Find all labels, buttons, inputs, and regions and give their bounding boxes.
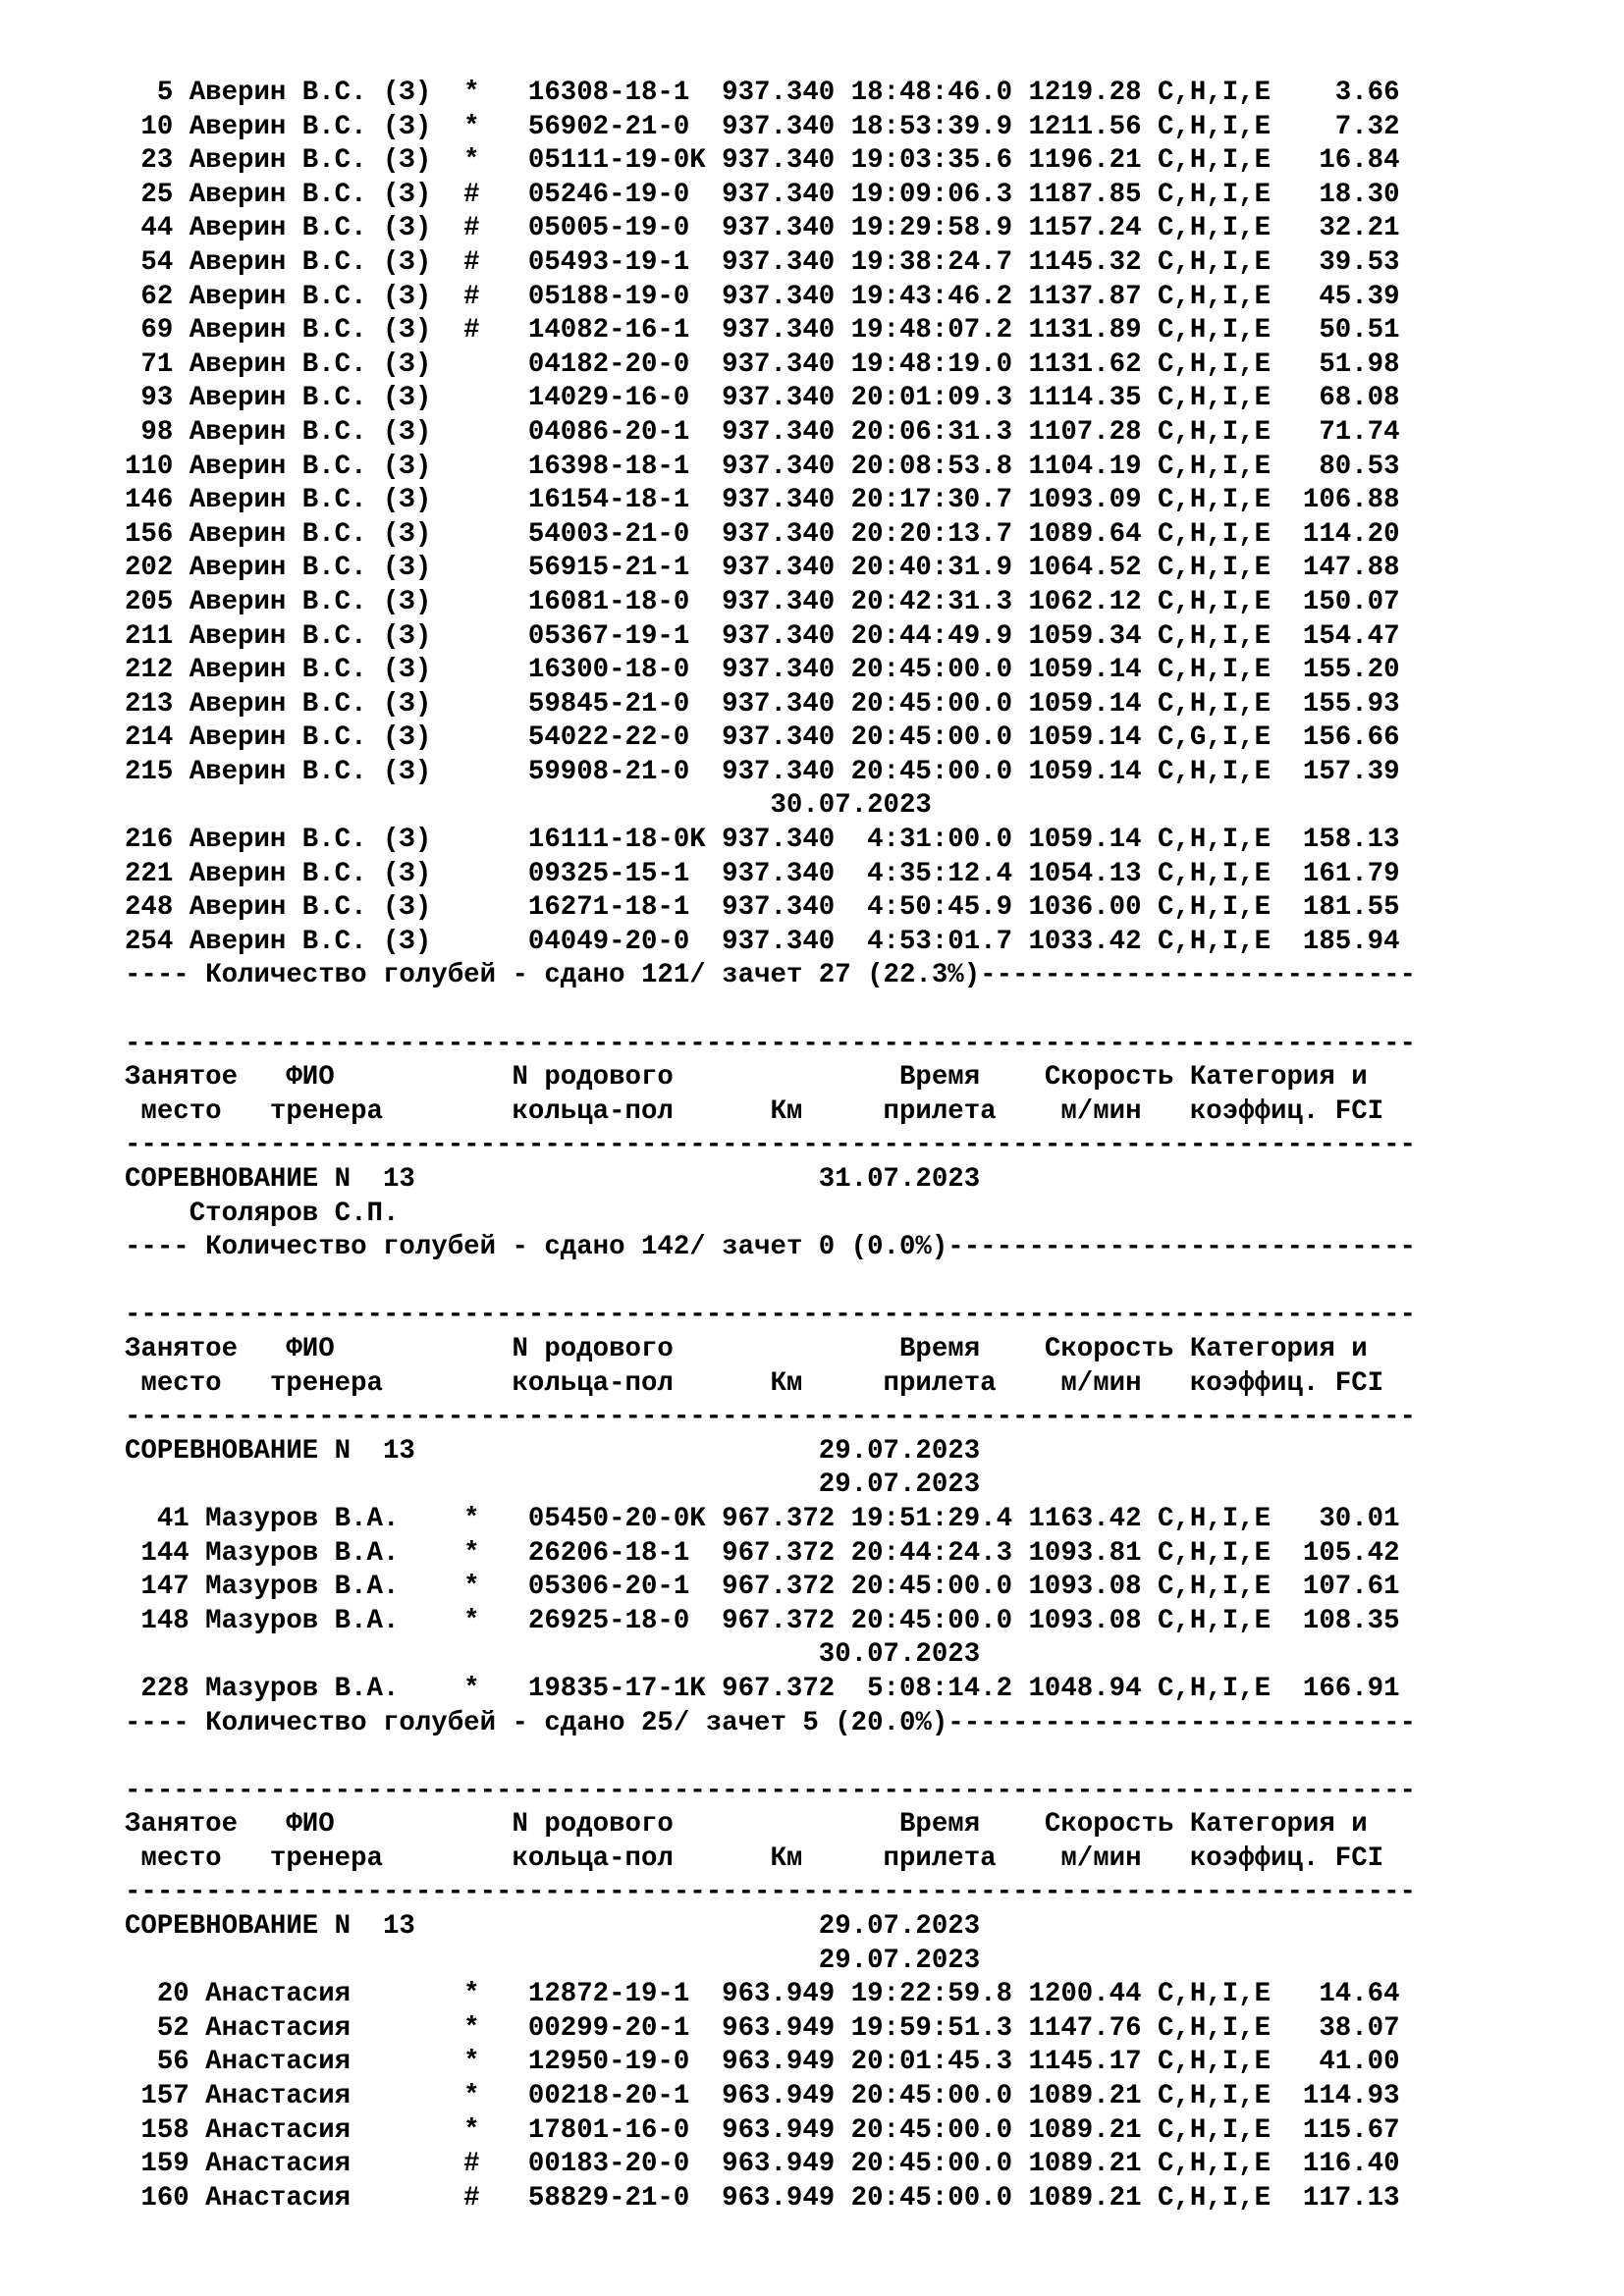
- column-header-line: Занятое ФИО N родового Время Скорость Категория и: [125, 1333, 1368, 1364]
- column-header-line: Занятое ФИО N родового Время Скорость Категория и: [125, 1809, 1368, 1841]
- date-line: 29.07.2023: [125, 1469, 981, 1501]
- result-row: 56 Анастасия * 12950-19-0 963.949 20:01:45.3 1145.17 C,H,I,E 41.00: [125, 2047, 1400, 2078]
- pigeon-count-summary: ---- Количество голубей - сдано 142/ зачет 0 (0.0%)-----------------------------: [125, 1232, 1416, 1263]
- section-spacer: [125, 993, 1597, 1028]
- pigeon-count-summary: ---- Количество голубей - сдано 25/ зачет 5 (20.0%)-----------------------------: [125, 1707, 1416, 1738]
- table-divider: --------------------------------------------------------------------------------: [125, 1130, 1416, 1161]
- table-divider: --------------------------------------------------------------------------------: [125, 1775, 1416, 1806]
- result-row: 159 Анастасия # 00183-20-0 963.949 20:45:00.0 1089.21 C,H,I,E 116.40: [125, 2149, 1400, 2180]
- result-row: 228 Мазуров В.А. * 19835-17-1K 967.372 5:08:14.2 1048.94 C,H,I,E 166.91: [125, 1673, 1400, 1704]
- result-row: 20 Анастасия * 12872-19-1 963.949 19:22:59.8 1200.44 C,H,I,E 14.64: [125, 1979, 1400, 2010]
- result-row: 25 Аверин В.С. (З) # 05246-19-0 937.340 19:09:06.3 1187.85 C,H,I,E 18.30: [125, 179, 1400, 210]
- result-row: 147 Мазуров В.А. * 05306-20-1 967.372 20:45:00.0 1093.08 C,H,I,E 107.61: [125, 1572, 1400, 1603]
- result-row: 10 Аверин В.С. (З) * 56902-21-0 937.340 18:53:39.9 1211.56 C,H,I,E 7.32: [125, 111, 1400, 142]
- result-row: 215 Аверин В.С. (З) 59908-21-0 937.340 20:45:00.0 1059.14 C,H,I,E 157.39: [125, 756, 1400, 787]
- column-header-line: место тренера кольца-пол Км прилета м/мин коэффиц. FCI: [125, 1367, 1384, 1399]
- result-row: 110 Аверин В.С. (З) 16398-18-1 937.340 20:08:53.8 1104.19 C,H,I,E 80.53: [125, 451, 1400, 482]
- result-row: 146 Аверин В.С. (З) 16154-18-1 937.340 20:17:30.7 1093.09 C,H,I,E 106.88: [125, 485, 1400, 516]
- result-row: 148 Мазуров В.А. * 26925-18-0 967.372 20:45:00.0 1093.08 C,H,I,E 108.35: [125, 1605, 1400, 1636]
- table-divider: --------------------------------------------------------------------------------: [125, 1300, 1416, 1331]
- result-row: 205 Аверин В.С. (З) 16081-18-0 937.340 20:42:31.3 1062.12 C,H,I,E 150.07: [125, 586, 1400, 617]
- pigeon-count-summary: ---- Количество голубей - сдано 121/ зачет 27 (22.3%)---------------------------: [125, 960, 1416, 991]
- table-divider: --------------------------------------------------------------------------------: [125, 1028, 1416, 1059]
- result-row: 69 Аверин В.С. (З) # 14082-16-1 937.340 19:48:07.2 1131.89 C,H,I,E 50.51: [125, 315, 1400, 347]
- result-row: 213 Аверин В.С. (З) 59845-21-0 937.340 20:45:00.0 1059.14 C,H,I,E 155.93: [125, 688, 1400, 720]
- competition-title: СОРЕВНОВАНИЕ N 13 31.07.2023: [125, 1164, 981, 1195]
- result-row: 216 Аверин В.С. (З) 16111-18-0K 937.340 4:31:00.0 1059.14 C,H,I,E 158.13: [125, 825, 1400, 856]
- column-header-line: место тренера кольца-пол Км прилета м/мин коэффиц. FCI: [125, 1095, 1384, 1127]
- result-row: 156 Аверин В.С. (З) 54003-21-0 937.340 20:20:13.7 1089.64 C,H,I,E 114.20: [125, 518, 1400, 550]
- result-row: 158 Анастасия * 17801-16-0 963.949 20:45:00.0 1089.21 C,H,I,E 115.67: [125, 2114, 1400, 2146]
- result-row: 5 Аверин В.С. (З) * 16308-18-1 937.340 18:48:46.0 1219.28 C,H,I,E 3.66: [125, 78, 1400, 108]
- result-row: 54 Аверин В.С. (З) # 05493-19-1 937.340 19:38:24.7 1145.32 C,H,I,E 39.53: [125, 246, 1400, 278]
- competition-title: СОРЕВНОВАНИЕ N 13 29.07.2023: [125, 1911, 981, 1943]
- date-line: 30.07.2023: [125, 1639, 981, 1671]
- results-document: [125, 77, 1597, 2216]
- result-row: 221 Аверин В.С. (З) 09325-15-1 937.340 4:35:12.4 1054.13 C,H,I,E 161.79: [125, 858, 1400, 889]
- result-row: 214 Аверин В.С. (З) 54022-22-0 937.340 20:45:00.0 1059.14 C,G,I,E 156.66: [125, 722, 1400, 754]
- date-line: 30.07.2023: [125, 790, 932, 822]
- result-row: 202 Аверин В.С. (З) 56915-21-1 937.340 20:40:31.9 1064.52 C,H,I,E 147.88: [125, 553, 1400, 584]
- result-row: 98 Аверин В.С. (З) 04086-20-1 937.340 20:06:31.3 1107.28 C,H,I,E 71.74: [125, 416, 1400, 448]
- section-spacer: [125, 1740, 1597, 1775]
- result-row: 248 Аверин В.С. (З) 16271-18-1 937.340 4:50:45.9 1036.00 C,H,I,E 181.55: [125, 892, 1400, 924]
- result-row: 62 Аверин В.С. (З) # 05188-19-0 937.340 19:43:46.2 1137.87 C,H,I,E 45.39: [125, 281, 1400, 312]
- result-row: 44 Аверин В.С. (З) # 05005-19-0 937.340 19:29:58.9 1157.24 C,H,I,E 32.21: [125, 213, 1400, 244]
- result-row: 157 Анастасия * 00218-20-1 963.949 20:45:00.0 1089.21 C,H,I,E 114.93: [125, 2081, 1400, 2112]
- column-header-line: Занятое ФИО N родового Время Скорость Категория и: [125, 1062, 1368, 1094]
- table-divider: --------------------------------------------------------------------------------: [125, 1877, 1416, 1908]
- result-row: 144 Мазуров В.А. * 26206-18-1 967.372 20:44:24.3 1093.81 C,H,I,E 105.42: [125, 1537, 1400, 1569]
- result-row: 212 Аверин В.С. (З) 16300-18-0 937.340 20:45:00.0 1059.14 C,H,I,E 155.20: [125, 655, 1400, 686]
- result-row: 41 Мазуров В.А. * 05450-20-0K 967.372 19:51:29.4 1163.42 C,H,I,E 30.01: [125, 1503, 1400, 1534]
- result-row: 93 Аверин В.С. (З) 14029-16-0 937.340 20:01:09.3 1114.35 C,H,I,E 68.08: [125, 383, 1400, 414]
- column-header-line: место тренера кольца-пол Км прилета м/мин коэффиц. FCI: [125, 1842, 1384, 1874]
- result-row: 52 Анастасия * 00299-20-1 963.949 19:59:51.3 1147.76 C,H,I,E 38.07: [125, 2012, 1400, 2044]
- section-spacer: [125, 1265, 1597, 1300]
- result-row: 254 Аверин В.С. (З) 04049-20-0 937.340 4:53:01.7 1033.42 C,H,I,E 185.94: [125, 926, 1400, 957]
- result-row: 160 Анастасия # 58829-21-0 963.949 20:45:00.0 1089.21 C,H,I,E 117.13: [125, 2182, 1400, 2214]
- date-line: 29.07.2023: [125, 1945, 981, 1976]
- result-row: 71 Аверин В.С. (З) 04182-20-0 937.340 19:48:19.0 1131.62 C,H,I,E 51.98: [125, 348, 1400, 380]
- table-divider: --------------------------------------------------------------------------------: [125, 1402, 1416, 1433]
- result-row: 211 Аверин В.С. (З) 05367-19-1 937.340 20:44:49.9 1059.34 C,H,I,E 154.47: [125, 620, 1400, 652]
- result-row: 23 Аверин В.С. (З) * 05111-19-0K 937.340 19:03:35.6 1196.21 C,H,I,E 16.84: [125, 145, 1400, 177]
- trainer-name: Столяров С.П.: [125, 1198, 400, 1229]
- competition-title: СОРЕВНОВАНИЕ N 13 29.07.2023: [125, 1435, 981, 1467]
